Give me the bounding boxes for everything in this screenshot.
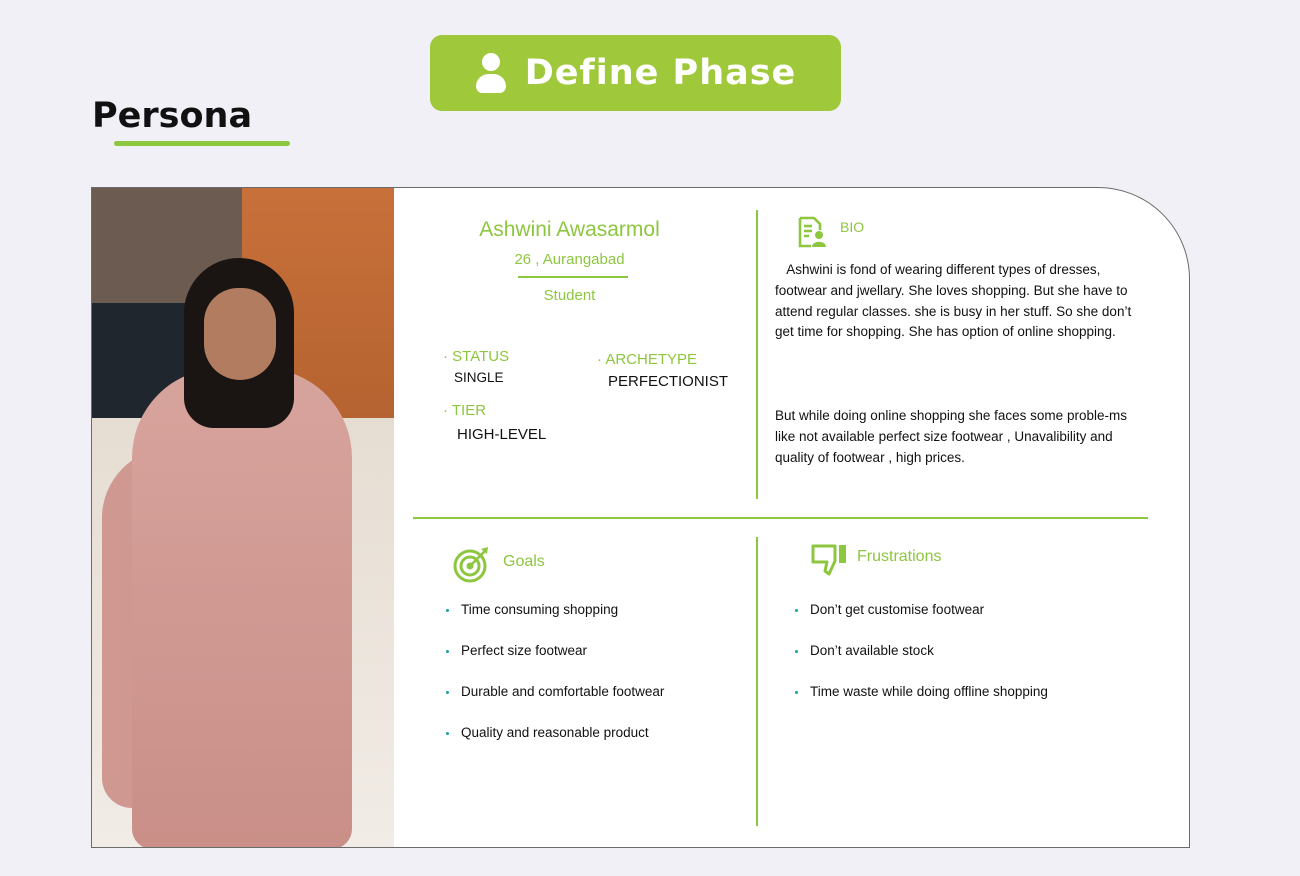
phase-title: Define Phase <box>524 53 797 93</box>
frustration-item: Don’t available stock <box>795 643 1048 684</box>
bottom-vertical-divider <box>756 537 758 826</box>
name-divider <box>518 276 628 278</box>
persona-age-location: 26 , Aurangabad <box>514 251 625 268</box>
goal-item: Durable and comfortable footwear <box>446 684 664 725</box>
frustrations-list <box>795 602 1048 725</box>
goal-item: Time consuming shopping <box>446 602 664 643</box>
define-phase-badge <box>430 35 841 111</box>
persona-photo <box>92 188 394 848</box>
status-label: · STATUS <box>443 348 510 365</box>
persona-role: Student <box>543 287 596 304</box>
goal-item: Perfect size footwear <box>446 643 664 684</box>
bio-paragraph-2: But while doing online shopping she faces some proble-ms like not available perfect size footwear , Unavalibility and quality of footwear , high prices. <box>775 408 1127 465</box>
archetype-label: · ARCHETYPE <box>597 351 698 368</box>
frustration-item: Don’t get customise footwear <box>795 602 1048 643</box>
section-underline <box>114 141 290 146</box>
tier-label: · TIER <box>443 402 487 419</box>
bio-document-icon <box>798 216 828 248</box>
frustrations-title: Frustrations <box>857 548 942 565</box>
tier-value: HIGH-LEVEL <box>457 426 547 443</box>
status-value: SINGLE <box>454 370 504 385</box>
user-icon <box>475 53 507 93</box>
goals-list <box>446 602 664 766</box>
horizontal-divider <box>413 517 1148 519</box>
persona-name: Ashwini Awasarmol <box>479 218 660 241</box>
top-vertical-divider <box>756 210 758 499</box>
archetype-value: PERFECTIONIST <box>608 373 729 390</box>
section-title: Persona <box>92 96 253 136</box>
bio-title: BIO <box>840 219 865 235</box>
frustration-item: Time waste while doing offline shopping <box>795 684 1048 725</box>
goal-item: Quality and reasonable product <box>446 725 664 766</box>
bio-paragraph-1: Ashwini is fond of wearing different types of dresses, footwear and jwellary. She loves shopping. But she have to attend regular classes. she is busy in her stuff. So she don’t get time for shopping. She has option of online shopping. <box>775 262 1135 340</box>
goals-title: Goals <box>503 553 545 570</box>
persona-card <box>91 187 1190 848</box>
target-icon <box>453 545 491 583</box>
thumbs-down-icon <box>811 543 849 577</box>
